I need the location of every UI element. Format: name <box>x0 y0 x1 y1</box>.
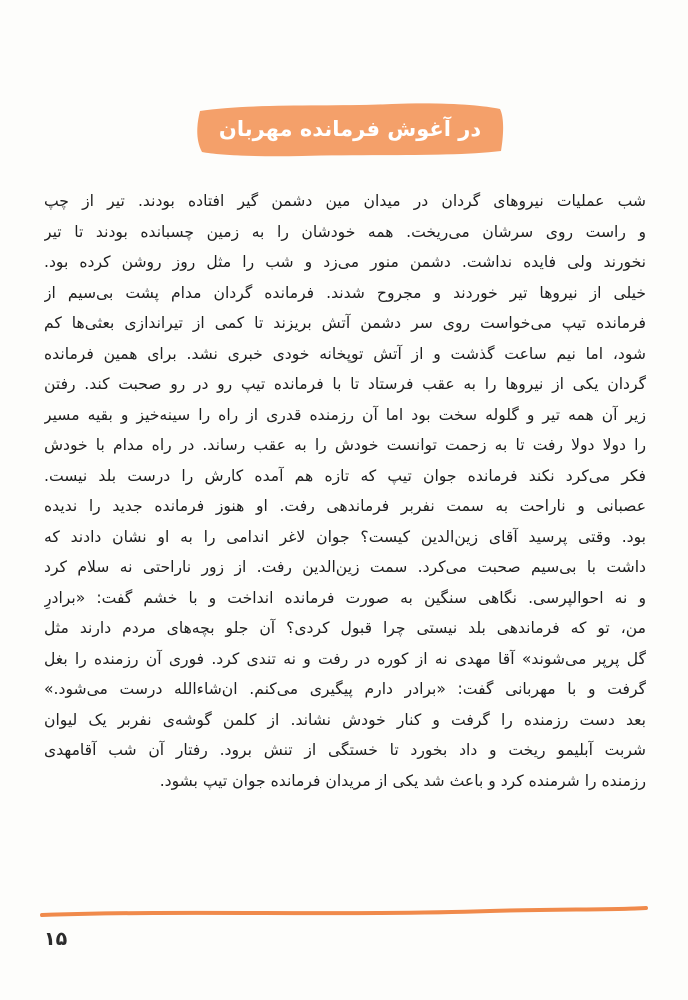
paragraph-line: عصبانی و ناراحت به سمت نفربر فرماندهی رفت. او هنوز فرمانده جدید را ندیده <box>44 497 646 515</box>
paragraph-line: رزمنده را شرمنده کرد و باعث شد یکی از مریدان فرمانده جوان تیپ بشود. <box>159 771 646 790</box>
paragraph-line: فکر می‌کرد نکند فرمانده جوان تیپ که تازه هم آمده کارش را درست بلد نیست. <box>44 466 646 485</box>
paragraph-line: داشت با بی‌سیم صحبت می‌کرد. سمت زین‌الدین رفت. از زور ناراحتی نه سلام کرد <box>44 558 646 576</box>
page-number: ۱۵ <box>44 928 68 950</box>
page-title: در آغوش فرمانده مهربان <box>218 117 482 141</box>
paragraph-line: نخورند ولی فایده نداشت. دشمن منور می‌زد و شب را مثل روز روشن کرده بود. <box>44 253 646 271</box>
paragraph-line: گرفت و با مهربانی گفت: «برادر دارم پیگیری می‌کنم. ان‌شاءالله درست می‌شود.» <box>44 680 646 698</box>
paragraph-line: و راست روی سرشان می‌ریخت. همه خودشان را به زمین چسبانده بودند تا تیر <box>44 222 646 241</box>
paragraph-line: بود. وقتی پرسید آقای زین‌الدین کیست؟ جوان لاغر اندامی را به او نشان دادند که <box>44 527 646 546</box>
paragraph-line: و نه احوالپرسی. نگاهی سنگین به صورت فرمانده انداخت و با خشم گفت: «برادرِ <box>44 588 646 607</box>
bottom-rule <box>40 904 650 920</box>
paragraph-line: خیلی از نیروها تیر خوردند و مجروح شدند. فرمانده گردان مدام پشت بی‌سیم از <box>44 283 646 302</box>
paragraph-line: زیر آن همه تیر و گلوله سخت بود اما آن رزمنده قدری از راه را سینه‌خیز و بقیه مسیر <box>44 405 646 424</box>
paragraph-line: فرمانده تیپ می‌خواست روی سر دشمن آتش بریزند تا کمی از تیراندازی بعثی‌ها کم <box>44 314 646 332</box>
paragraph-line: شود، اما نیم ساعت گذشت و از آتش توپخانه خودی خبری نشد. برای همین فرمانده <box>44 344 646 363</box>
paragraph-line: گردان یکی از نیروها را به عقب فرستاد تا با فرمانده تیپ رو در رو صحبت کند. رفتن <box>44 375 646 393</box>
title-banner <box>192 97 508 161</box>
paragraph-line: شربت آبلیمو ریخت و داد بخورد تا خستگی از تنش برود. رفتار آن شب آقامهدی <box>44 741 646 759</box>
story-paragraph <box>44 186 646 796</box>
paragraph-line: من، تو که فرماندهی بلد نیستی چرا قبول کردی؟ آن جلو بچه‌های مردم دارند مثل <box>44 619 646 637</box>
paragraph-line: شب عملیات نیروهای گردان در میدان مین دشمن گیر افتاده بودند. تیر از چپ <box>44 192 646 210</box>
paragraph-line: بعد دست رزمنده را گرفت و کنار خودش نشاند. از کلمن گوشه‌ی نفربر یک لیوان <box>44 710 646 729</box>
paragraph-line: گل پرپر می‌شوند» آقا مهدی نه از کوره در رفت و نه تندی کرد. فوری آن رزمنده را بغل <box>44 649 646 668</box>
paragraph-line: را دولا دولا رفت تا به زحمت توانست خودش را به عقب رساند. در راه مدام با خودش <box>44 436 646 454</box>
